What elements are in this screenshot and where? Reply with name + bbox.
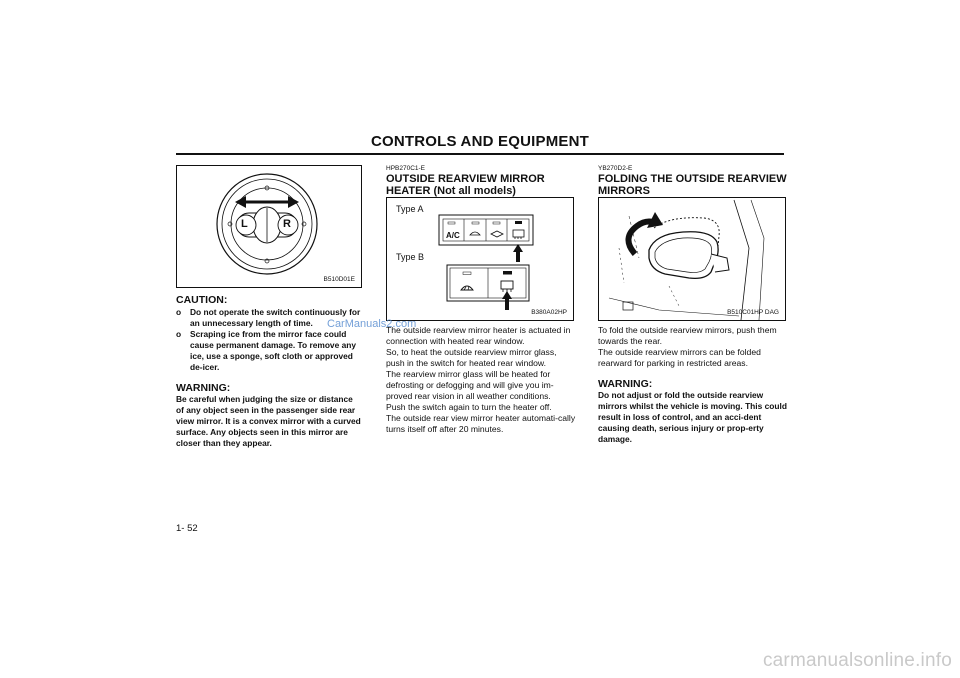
mirror-switch-illustration bbox=[177, 166, 361, 287]
heater-switch-illustration bbox=[387, 198, 573, 320]
section-title-line2: HEATER (Not all models) bbox=[386, 185, 516, 197]
caution-item-text: Do not operate the switch continuously for an unnecessary length of time. bbox=[190, 307, 361, 328]
caution-item bbox=[176, 329, 362, 373]
paragraph: The outside rearview mirror heater is actuated in connection with heated rear window. bbox=[386, 325, 571, 346]
section-title-line1: OUTSIDE REARVIEW MIRROR bbox=[386, 173, 545, 185]
paragraph: The outside rearview mirrors can be folded rearward for parking in restricted areas. bbox=[598, 347, 761, 368]
mirror-switch-figure bbox=[176, 165, 362, 288]
paragraph: Push the switch again to turn the heater off. bbox=[386, 402, 552, 412]
figure-code: B380A02HP bbox=[531, 309, 567, 316]
heater-body-text bbox=[386, 325, 576, 435]
heater-section-header bbox=[386, 165, 576, 197]
section-title-line2: MIRRORS bbox=[598, 185, 650, 197]
paragraph: So, to heat the outside rearview mirror glass, push in the switch for heated rear window. bbox=[386, 347, 557, 368]
page-header-title: CONTROLS AND EQUIPMENT bbox=[370, 133, 589, 150]
figure-code: B510C01HP DAG bbox=[727, 309, 779, 316]
type-b-label: Type B bbox=[396, 252, 425, 262]
warning-title: WARNING: bbox=[176, 382, 231, 394]
page-number: 1- 52 bbox=[176, 523, 198, 534]
switch-label-right: R bbox=[283, 218, 291, 230]
caution-title: CAUTION: bbox=[176, 294, 228, 306]
folding-mirror-figure bbox=[598, 197, 786, 321]
switch-label-left: L bbox=[241, 218, 248, 230]
paragraph: To fold the outside rearview mirrors, push them towards the rear. bbox=[598, 325, 777, 346]
warning-text: Be careful when judging the size or distance of any object seen in the passenger side rear view mirror. It is a convex mirror with a curved surface. Any objects seen in this mirror are closer than they appear. bbox=[176, 394, 361, 448]
figure-code: B510D01E bbox=[323, 276, 355, 283]
warning-title: WARNING: bbox=[598, 378, 653, 390]
section-title-line1: FOLDING THE OUTSIDE REARVIEW bbox=[598, 173, 787, 185]
heater-switch-figure bbox=[386, 197, 574, 321]
bullet-marker: o bbox=[176, 329, 182, 339]
ac-label: A/C bbox=[446, 231, 460, 240]
section-code: HPB270C1-E bbox=[386, 165, 426, 172]
section-code: YB270D2-E bbox=[598, 165, 633, 172]
type-a-label: Type A bbox=[396, 204, 424, 214]
folding-body bbox=[598, 325, 788, 445]
warning-text: Do not adjust or fold the outside rearview mirrors whilst the vehicle is moving. This could result in loss of control, and an acci-dent causing death, serious injury or prop-erty damage. bbox=[598, 390, 787, 444]
footer-watermark: carmanualsonline.info bbox=[762, 650, 952, 671]
header-rule bbox=[176, 153, 784, 155]
paragraph: The outside rear view mirror heater automati-cally turns itself off after 20 minutes. bbox=[386, 413, 576, 434]
folding-section-header bbox=[598, 165, 788, 197]
bullet-marker: o bbox=[176, 307, 182, 317]
inline-watermark: CarManuals2.com bbox=[327, 318, 417, 330]
paragraph: The rearview mirror glass will be heated for defrosting or defogging and will give you im-proved rear vision in all weather conditions. bbox=[386, 369, 554, 401]
caution-item-text: Scraping ice from the mirror face could cause permanent damage. To remove any ice, use a sponge, soft cloth or approved de-icer. bbox=[190, 329, 357, 372]
folding-mirror-illustration bbox=[599, 198, 785, 320]
